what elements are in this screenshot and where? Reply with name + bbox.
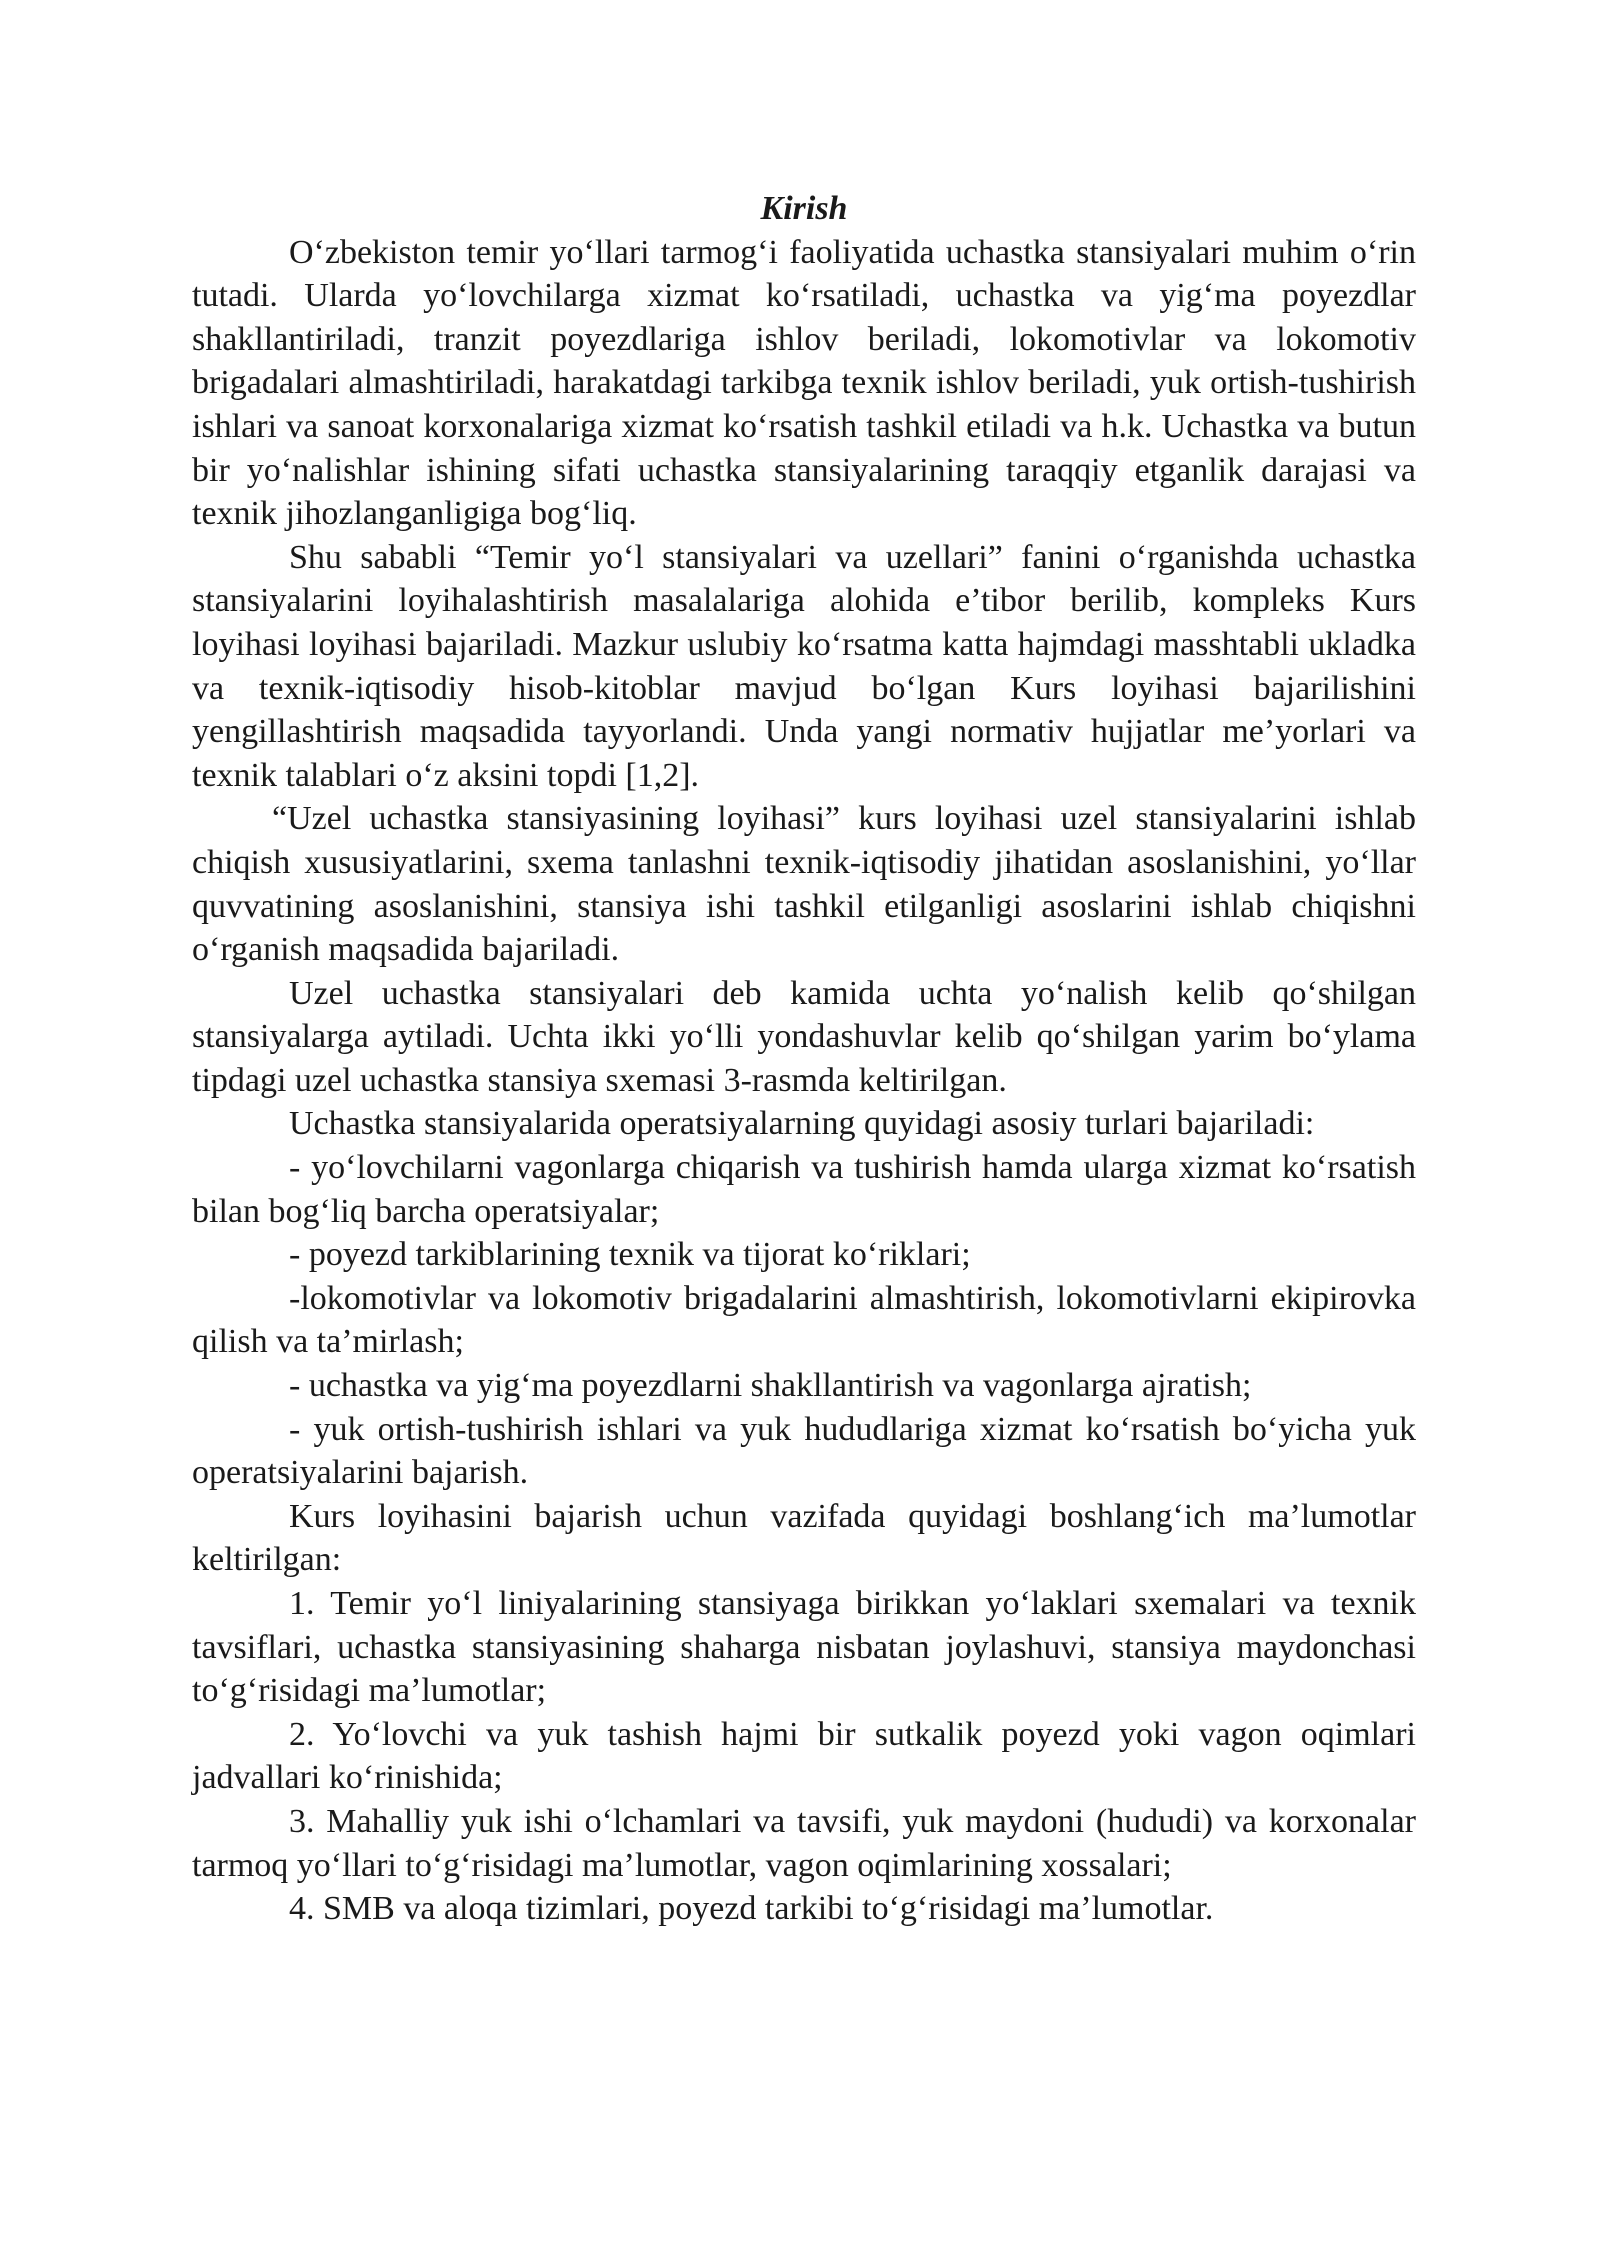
list-item: 2. Yo‘lovchi va yuk tashish hajmi bir sutkalik poyezd yoki vagon oqimlari jadvallari ko‘rinishida;: [192, 1715, 1416, 1797]
list-item: 1. Temir yo‘l liniyalarining stansiyaga birikkan yo‘laklari sxemalari va texnik tavsiflari, uchastka stansiyasining shaharga nisbatan joylashuvi, stansiya maydonchasi to‘g‘risidagi ma’lumotlar;: [192, 1585, 1416, 1710]
list-item: - yuk ortish-tushirish ishlari va yuk hududlariga xizmat ko‘rsatish bo‘yicha yuk operatsiyalarini bajarish.: [192, 1410, 1416, 1492]
paragraph-operations-intro: Uchastka stansiyalarida operatsiyalarning quyidagi asosiy turlari bajariladi:: [289, 1105, 1315, 1143]
document-page: [192, 187, 1416, 1931]
list-item: - uchastka va yig‘ma poyezdlarni shakllantirish va vagonlarga ajratish;: [289, 1367, 1252, 1405]
operations-list: [192, 1146, 1416, 1495]
list-item: - yo‘lovchilarni vagonlarga chiqarish va tushirish hamda ularga xizmat ko‘rsatish bilan bog‘liq barcha operatsiyalar;: [192, 1149, 1416, 1230]
list-item: 3. Mahalliy yuk ishi o‘lchamlari va tavsifi, yuk maydoni (hududi) va korxonalar tarmoq yo‘llari to‘g‘risidagi ma’lumotlar, vagon oqimlarining xossalari;: [192, 1802, 1416, 1884]
initial-data-list: [192, 1582, 1416, 1931]
list-item: - poyezd tarkiblarining texnik va tijorat ko‘riklari;: [289, 1236, 971, 1274]
list-item: -lokomotivlar va lokomotiv brigadalarini almashtirish, lokomotivlarni ekipirovka qilish va ta’mirlash;: [192, 1279, 1416, 1361]
document-title: Kirish: [760, 190, 848, 227]
paragraph-course-project: “Uzel uchastka stansiyasining loyihasi” kurs loyihasi uzel stansiyalarini ishlab chiqish xususiyatlarini, sxema tanlashni texnik-iqtisodiy jihatidan asoslanishini, yo‘llar quvvatining asoslanishini, stansiya ishi tashkil etilganligi asoslarini ishlab chiqishni o‘rganish maqsadida bajariladi.: [192, 800, 1416, 969]
paragraph-node-stations: Uzel uchastka stansiyalari deb kamida uchta yo‘nalish kelib qo‘shilgan stansiyalarga aytiladi. Uchta ikki yo‘lli yondashuvlar kelib qo‘shilgan yarim bo‘ylama tipdagi uzel uchastka stansiya sxemasi 3-rasmda keltirilgan.: [192, 974, 1416, 1099]
paragraph-initial-data-intro: Kurs loyihasini bajarish uchun vazifada quyidagi boshlang‘ich ma’lumotlar keltirilgan:: [192, 1497, 1416, 1579]
paragraph-intro: O‘zbekiston temir yo‘llari tarmog‘i faoliyatida uchastka stansiyalari muhim o‘rin tutadi. Ularda yo‘lovchilarga xizmat ko‘rsatiladi, uchastka va yig‘ma poyezdlar shakllantiriladi, tranzit poyezdlariga ishlov beriladi, lokomotivlar va lokomotiv brigadalari almashtiriladi, harakatdagi tarkibga texnik ishlov beriladi, yuk ortish-tushirish ishlari va sanoat korxonalariga xizmat ko‘rsatish tashkil etiladi va h.k. Uchastka va butun bir yo‘nalishlar ishining sifati uchastka stansiyalarining taraqqiy etganlik darajasi va texnik jihozlanganligiga bog‘liq.: [192, 233, 1416, 533]
list-item: 4. SMB va aloqa tizimlari, poyezd tarkibi to‘g‘risidagi ma’lumotlar.: [289, 1890, 1214, 1928]
paragraph-course-subject: Shu sababli “Temir yo‘l stansiyalari va uzellari” fanini o‘rganishda uchastka stansiyalarini loyihalashtirish masalalariga alohida e’tibor berilib, kompleks Kurs loyihasi loyihasi bajariladi. Mazkur uslubiy ko‘rsatma katta hajmdagi masshtabli ukladka va texnik-iqtisodiy hisob-kitoblar mavjud bo‘lgan Kurs loyihasi bajarilishini yengillashtirish maqsadida tayyorlandi. Unda yangi normativ hujjatlar me’yorlari va texnik talablari o‘z aksini topdi [1,2].: [192, 538, 1416, 794]
